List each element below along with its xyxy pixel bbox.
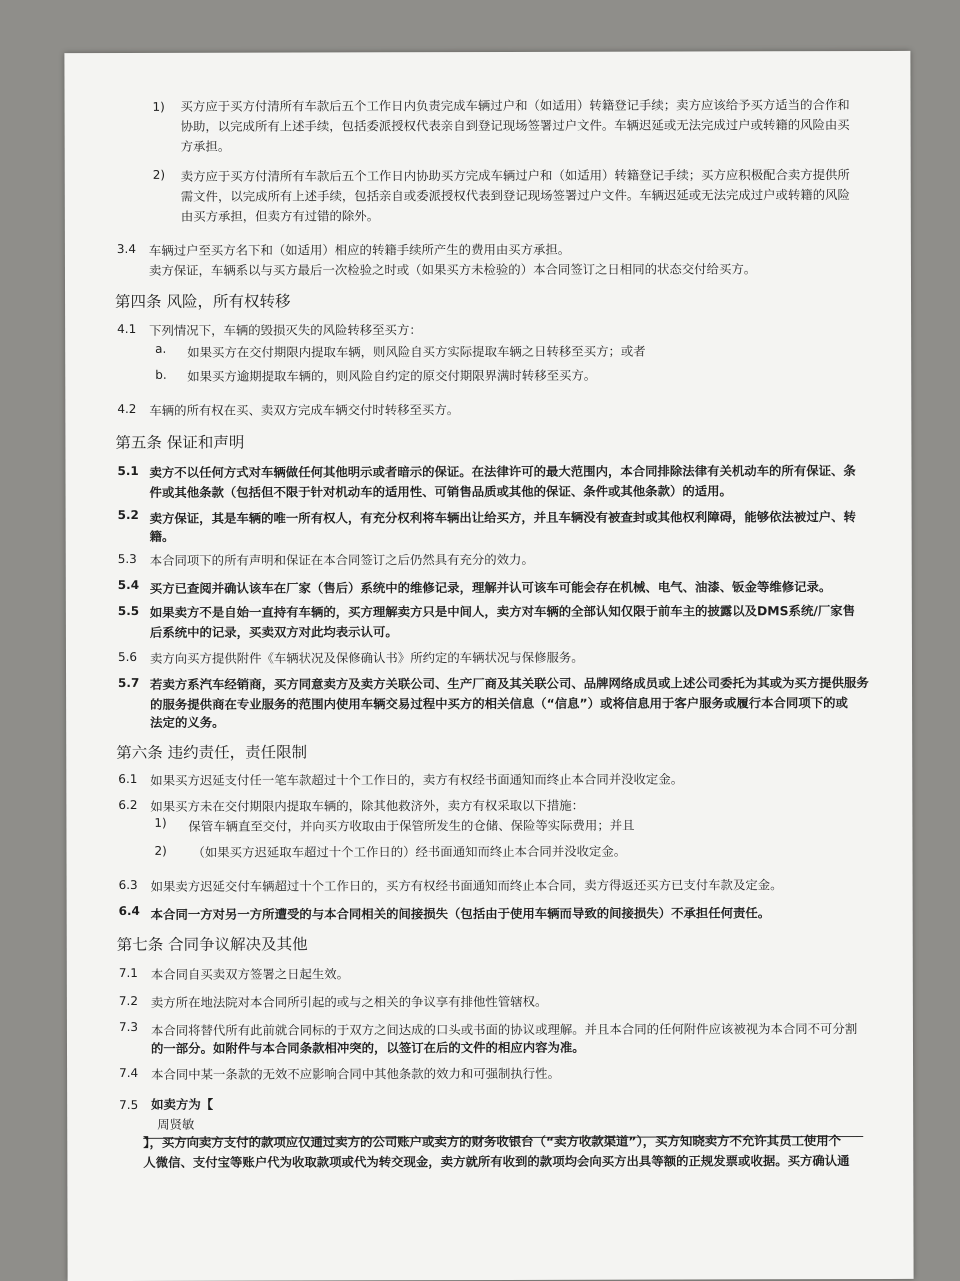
clause-number: 6.3	[118, 877, 138, 892]
text-line: 如卖方为【	[151, 1096, 214, 1112]
text-line: 车辆过户至买方名下和（如适用）相应的转籍手续所产生的费用由买方承担。	[148, 241, 571, 258]
item-number: b.	[155, 367, 167, 382]
clause-number: 5.4	[117, 577, 140, 592]
text-line: 方承担。	[180, 138, 231, 154]
text-line: 】，买方向卖方支付的款项应仅通过卖方的公司账户或卖方的财务收银台（“卖方收款渠道”），买方知晓卖方不允许其员工使用个	[143, 1133, 842, 1150]
text-line: 法定的义务。	[150, 714, 225, 730]
contract-page	[64, 51, 913, 1281]
text-line: 买方应于买方付清所有车款后五个工作日内负责完成车辆过户和（如适用）转籍登记手续；卖方应该给予买方适当的合作和	[180, 97, 850, 114]
item-number: 1)	[152, 99, 165, 114]
text-line: 卖方保证，其是车辆的唯一所有权人，有充分权利将车辆出让给买方，并且车辆没有被查封或其他权利障碍，能够依法被过户、转	[149, 509, 856, 526]
text-line: 卖方向买方提供附件《车辆状况及保修确认书》所约定的车辆状况与保修服务。	[149, 649, 584, 666]
clause-number: 4.2	[117, 401, 137, 416]
text-line: 若卖方系汽车经销商，买方同意卖方及卖方关联公司、生产厂商及其关联公司、品牌网络成员或上述公司委托为其或为买方提供服务	[150, 675, 869, 692]
text-line: 协助，以完成所有上述手续，包括委派授权代表亲自到登记现场签署过户文件。车辆迟延或无法完成过户或转籍的风险由买	[180, 117, 850, 134]
text-line: 如果买方在交付期限内提取车辆，则风险自买方实际提取车辆之日转移至买方；或者	[187, 343, 646, 360]
text-line: 本合同项下的所有声明和保证在本合同签订之后仍然具有充分的效力。	[149, 551, 534, 568]
clause-number: 6.2	[118, 797, 138, 812]
clause-number: 5.6	[117, 649, 138, 664]
text-line: 如果卖方迟延交付车辆超过十个工作日的，买方有权经书面通知而终止本合同，卖方得返还买方已支付车款及定金。	[150, 877, 783, 894]
text-line: 如果卖方不是自始一直持有车辆的，买方理解卖方只是中间人，卖方对车辆的全部认知仅限于前车主的披露以及DMS系统/厂家售	[149, 603, 856, 620]
text-line: 卖方保证，车辆系以与买方最后一次检验之时或（如果买方未检验的）本合同签订之日相同的状态交付给买方。	[148, 261, 757, 278]
clause-number: 5.3	[117, 551, 137, 566]
text-line: 后系统中的记录，买卖双方对此均表示认可。	[149, 624, 398, 640]
article-heading: 第七条 合同争议解决及其他	[116, 935, 308, 954]
item-number: a.	[155, 341, 167, 356]
text-line: 件或其他条款（包括但不限于针对机动车的适用性、可销售品质或其他的保证、条件或其他条款）的适用。	[149, 483, 732, 500]
text-line: （如果买方迟延取车超过十个工作日的）经书面通知而终止本合同并没收定金。	[192, 843, 627, 860]
text-line: 本合同一方对另一方所遭受的与本合同相关的间接损失（包括由于使用车辆而导致的间接损失）不承担任何责任。	[150, 905, 771, 922]
clause-number: 7.1	[118, 965, 138, 980]
text-line: 需文件，以完成所有上述手续，包括亲自或委派授权代表到登记现场签署过户文件。车辆迟延或无法完成过户或转籍的风险	[180, 187, 850, 204]
clause-number: 3.4	[116, 241, 137, 256]
text-line: 籍。	[149, 528, 175, 544]
article-heading: 第五条 保证和声明	[115, 433, 245, 452]
clause-number: 6.4	[118, 903, 140, 918]
item-number: 1)	[154, 815, 167, 830]
clause-number: 6.1	[118, 771, 138, 786]
text-line: 卖方不以任何方式对车辆做任何其他明示或者暗示的保证。在法律许可的最大范围内，本合同排除法律有关机动车的所有保证、条	[149, 463, 856, 480]
text-line: 买方已查阅并确认该车在厂家（售后）系统中的维修记录，理解并认可该车可能会存在机械、电气、油漆、钣金等维修记录。	[149, 579, 832, 596]
text-line: 保管车辆直至交付，并向买方收取由于保管所发生的仓储、保险等实际费用；并且	[188, 817, 635, 834]
text-line: 如果买方逾期提取车辆的，则风险自约定的原交付期限界满时转移至买方。	[187, 367, 597, 384]
article-heading: 第六条 违约责任，责任限制	[116, 743, 308, 762]
text-line: 卖方应于买方付清所有车款后五个工作日内协助买方完成车辆过户和（如适用）转籍登记手续；买方应积极配合卖方提供所	[180, 167, 850, 184]
text-line: 的服务提供商在专业服务的范围内使用车辆交易过程中买方的相关信息（“信息”）或将信息用于客户服务或履行本合同项下的或	[150, 695, 848, 712]
text-line: 卖方所在地法院对本合同所引起的或与之相关的争议享有排他性管辖权。	[150, 993, 548, 1010]
clause-number: 7.5	[119, 1097, 139, 1112]
clause-number: 5.5	[117, 603, 140, 618]
clause-number: 5.2	[117, 507, 139, 522]
clause-number: 7.4	[119, 1065, 139, 1080]
text-line: 人微信、支付宝等账户代为收取款项或代为转交现金，卖方就所有收到的款项均会向买方出具等额的正规发票或收据。买方确认通	[143, 1153, 850, 1170]
item-number: 2)	[154, 843, 167, 858]
text-line: 本合同将替代所有此前就合同标的于双方之间达成的口头或书面的协议或理解。并且本合同的任何附件应该被视为本合同不可分割	[150, 1021, 858, 1038]
text-line: 本合同自买卖双方签署之日起生效。	[150, 966, 350, 982]
text-line: 车辆的所有权在买、卖双方完成车辆交付时转移至买方。	[149, 402, 460, 418]
clause-number: 7.3	[118, 1019, 139, 1034]
article-heading: 第四条 风险，所有权转移	[115, 292, 291, 311]
text-line: 如果买方未在交付期限内提取车辆的，除其他救济外，卖方有权采取以下措施：	[150, 797, 585, 814]
text-line: 如果买方迟延支付任一笔车款超过十个工作日的，卖方有权经书面通知而终止本合同并没收定金。	[150, 771, 684, 788]
text-line: 由买方承担，但卖方有过错的除外。	[180, 208, 380, 224]
text-line: 下列情况下，车辆的毁损灭失的风险转移至买方：	[149, 322, 422, 338]
clause-number: 5.7	[118, 675, 140, 690]
text-line: 的一部分。如附件与本合同条款相冲突的，以签订在后的文件的相应内容为准。	[150, 1039, 585, 1056]
clause-number: 5.1	[117, 463, 139, 478]
clause-number: 4.1	[117, 321, 137, 336]
seller-name: 周贤敏	[157, 1116, 195, 1132]
item-number: 2)	[152, 167, 166, 182]
text-line: 本合同中某一条款的无效不应影响合同中其他条款的效力和可强制执行性。	[151, 1065, 560, 1082]
clause-number: 7.2	[118, 993, 138, 1008]
